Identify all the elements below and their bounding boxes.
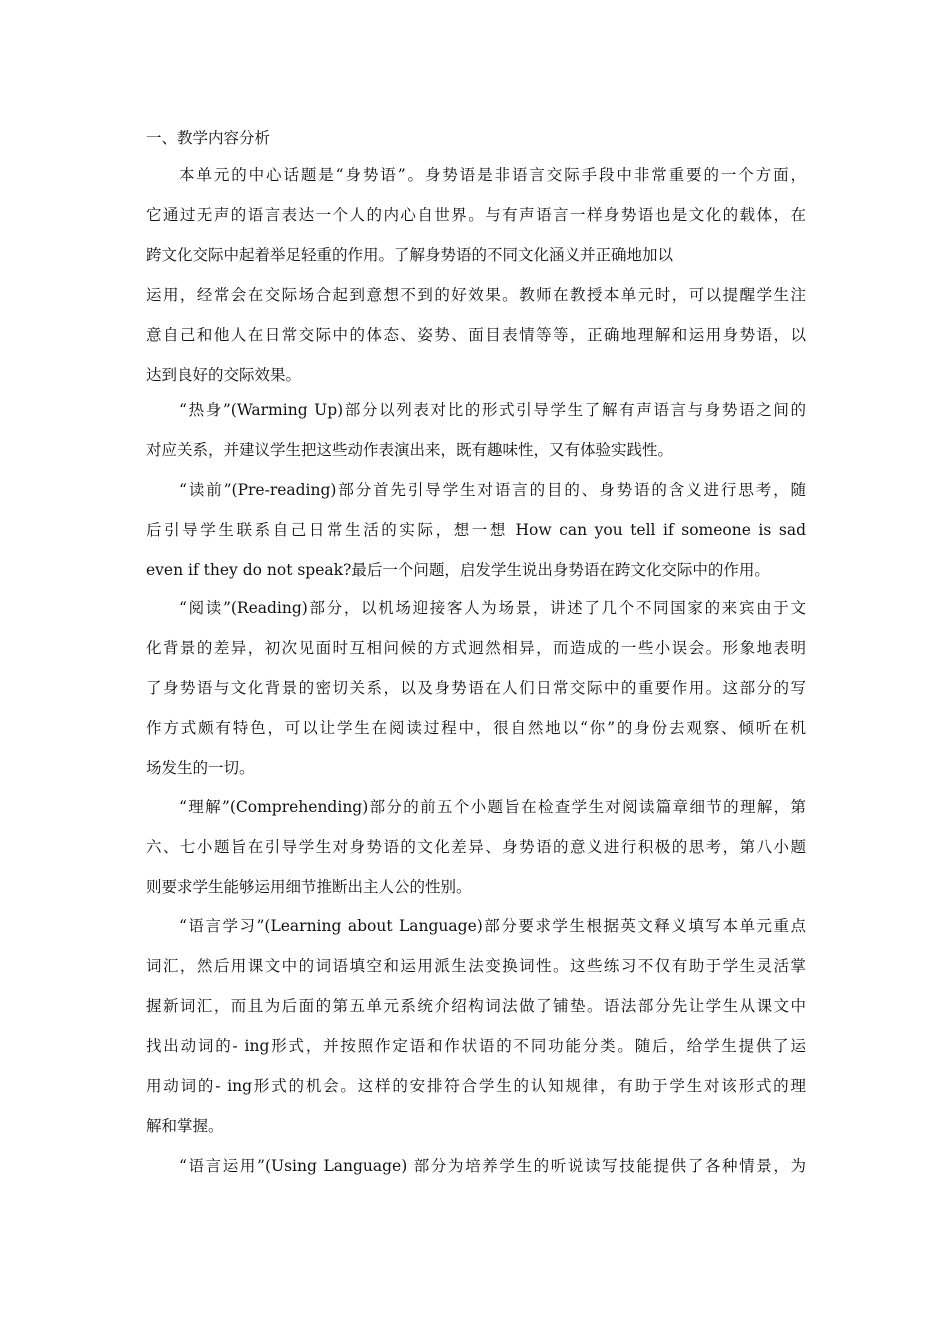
paragraph-line: 了身势语与文化背景的密切关系，以及身势语在人们日常交际中的重要作用。这部分的写	[146, 679, 806, 697]
section-heading: 一、教学内容分析	[146, 129, 271, 147]
paragraph-line: “理解”(Comprehending)部分的前五个小题旨在检查学生对阅读篇章细节的理解，第	[179, 798, 806, 816]
paragraph-line: 词汇，然后用课文中的词语填空和运用派生法变换词性。这些练习不仅有助于学生灵活掌	[146, 957, 806, 975]
paragraph-line: “热身”(Warming Up)部分以列表对比的形式引导学生了解有声语言与身势语之间的	[179, 401, 806, 419]
paragraph-line: 六、七小题旨在引导学生对身势语的文化差异、身势语的意义进行积极的思考，第八小题	[146, 838, 806, 856]
paragraph-line: “读前”(Pre-reading)部分首先引导学生对语言的目的、身势语的含义进行思考，随	[179, 481, 806, 499]
paragraph-line: 握新词汇，而且为后面的第五单元系统介绍构词法做了铺垫。语法部分先让学生从课文中	[146, 997, 806, 1015]
paragraph-line: 本单元的中心话题是“身势语”。身势语是非语言交际手段中非常重要的一个方面，	[179, 166, 806, 184]
paragraph-line: 作方式颇有特色，可以让学生在阅读过程中，很自然地以“你”的身份去观察、倾听在机	[146, 719, 806, 737]
paragraph-line: “阅读”(Reading)部分，以机场迎接客人为场景，讲述了几个不同国家的来宾由于文	[179, 599, 806, 617]
paragraph-line: “语言学习”(Learning about Language)部分要求学生根据英文释义填写本单元重点	[179, 917, 806, 935]
paragraph-line: 对应关系，并建议学生把这些动作表演出来，既有趣味性，又有体验实践性。	[146, 441, 674, 459]
paragraph-line: “语言运用”(Using Language) 部分为培养学生的听说读写技能提供了各种情景，为	[179, 1157, 806, 1175]
paragraph-line: 解和掌握。	[146, 1117, 224, 1135]
paragraph-line: even if they do not speak?最后一个问题，启发学生说出身势语在跨文化交际中的作用。	[146, 561, 770, 579]
paragraph-line: 找出动词的- ing形式，并按照作定语和作状语的不同功能分类。随后，给学生提供了运	[146, 1037, 806, 1055]
paragraph-line: 运用，经常会在交际场合起到意想不到的好效果。教师在教授本单元时，可以提醒学生注	[146, 286, 806, 304]
paragraph-line: 它通过无声的语言表达一个人的内心自世界。与有声语言一样身势语也是文化的载体，在	[146, 206, 806, 224]
paragraph-line: 则要求学生能够运用细节推断出主人公的性别。	[146, 878, 472, 896]
paragraph-line: 跨文化交际中起着举足轻重的作用。了解身势语的不同文化涵义并正确地加以	[146, 246, 674, 264]
paragraph-line: 达到良好的交际效果。	[146, 366, 302, 384]
paragraph-line: 意自己和他人在日常交际中的体态、姿势、面目表情等等，正确地理解和运用身势语，以	[146, 326, 806, 344]
paragraph-line: 场发生的一切。	[146, 759, 255, 777]
paragraph-line: 化背景的差异，初次见面时互相问候的方式迥然相异，而造成的一些小误会。形象地表明	[146, 639, 806, 657]
paragraph-line: 后引导学生联系自己日常生活的实际，想一想 How can you tell if someone is sad	[146, 521, 806, 539]
paragraph-line: 用动词的- ing形式的机会。这样的安排符合学生的认知规律，有助于学生对该形式的理	[146, 1077, 806, 1095]
